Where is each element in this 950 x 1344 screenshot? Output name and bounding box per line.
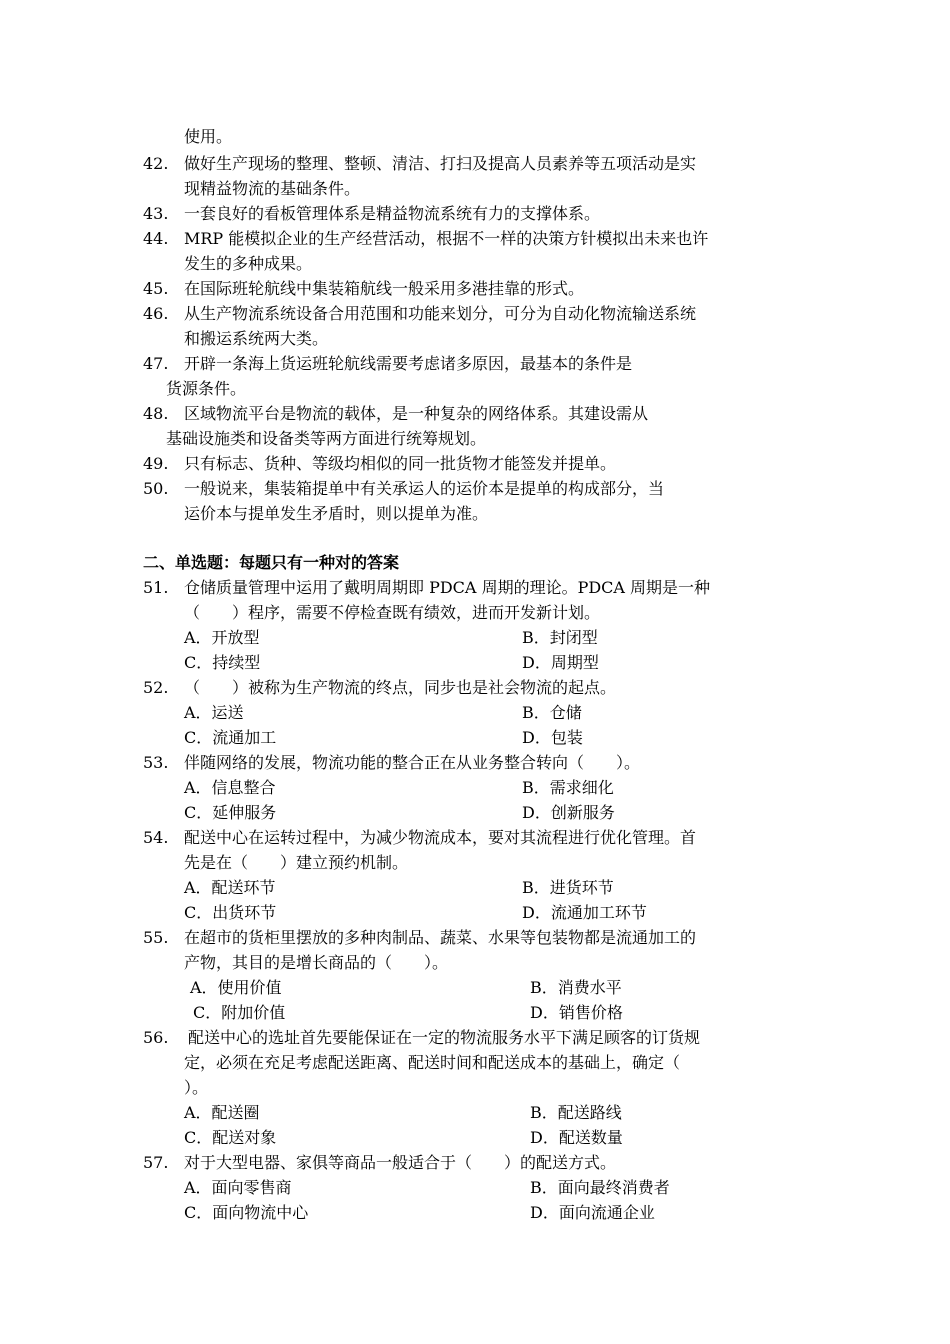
question-text: ）。 [184, 1078, 209, 1097]
option-b: B．消费水平 [530, 978, 622, 997]
question-text: 在超市的货柜里摆放的多种肉制品、蔬菜、水果等包装物都是流通加工的 [184, 928, 697, 947]
statement-number: 45. [143, 279, 169, 298]
option-b: B．封闭型 [522, 628, 598, 647]
section-title: 二、单选题：每题只有一种对的答案 [143, 553, 400, 572]
question-text: 对于大型电器、家俱等商品一般适合于（ ）的配送方式。 [184, 1153, 617, 1172]
statement-text: 在国际班轮航线中集装箱航线一般采用多港挂靠的形式。 [184, 279, 585, 298]
option-b: B．配送路线 [530, 1103, 622, 1122]
option-d: D．创新服务 [522, 803, 615, 822]
option-c: C．流通加工 [184, 728, 277, 747]
statement-text: 使用。 [184, 127, 233, 146]
option-a: A．开放型 [184, 628, 260, 647]
option-c: C．面向物流中心 [184, 1203, 309, 1222]
option-d: D．包装 [522, 728, 583, 747]
option-d: D．销售价格 [530, 1003, 623, 1022]
statement-text: 从生产物流系统设备合用范围和功能来划分，可分为自动化物流输送系统 [184, 304, 697, 323]
statement-text: 运价本与提单发生矛盾时，则以提单为准。 [184, 504, 489, 523]
question-number: 52. [143, 678, 169, 697]
statement-text: 开辟一条海上货运班轮航线需要考虑诸多原因，最基本的条件是 [184, 354, 633, 373]
option-a: A．运送 [184, 703, 244, 722]
option-b: B．进货环节 [522, 878, 614, 897]
question-text: 定，必须在充足考虑配送距离、配送时间和配送成本的基础上，确定（ [184, 1053, 681, 1072]
option-b: B．需求细化 [522, 778, 614, 797]
statement-number: 44. [143, 229, 169, 248]
option-c: C．延伸服务 [184, 803, 277, 822]
option-a: A．使用价值 [190, 978, 282, 997]
option-c: C．配送对象 [184, 1128, 277, 1147]
option-c: C．持续型 [184, 653, 261, 672]
statement-text: 货源条件。 [166, 379, 247, 398]
option-c: C．附加价值 [193, 1003, 286, 1022]
question-text: （ ）被称为生产物流的终点，同步也是社会物流的起点。 [184, 678, 617, 697]
statement-text: 一般说来，集装箱提单中有关承运人的运价本是提单的构成部分，当 [184, 479, 665, 498]
option-a: A．配送圈 [184, 1103, 260, 1122]
option-a: A．配送环节 [184, 878, 276, 897]
question-text: 配送中心在运转过程中，为减少物流成本，要对其流程进行优化管理。首 [184, 828, 697, 847]
statement-text: 和搬运系统两大类。 [184, 329, 329, 348]
option-a: A．面向零售商 [184, 1178, 292, 1197]
option-a: A．信息整合 [184, 778, 276, 797]
option-c: C．出货环节 [184, 903, 277, 922]
statement-number: 46. [143, 304, 169, 323]
statement-text: 只有标志、货种、等级均相似的同一批货物才能签发并提单。 [184, 454, 617, 473]
option-d: D．周期型 [522, 653, 599, 672]
statement-number: 50. [143, 479, 169, 498]
statement-text: MRP 能模拟企业的生产经营活动，根据不一样的决策方针模拟出未来也许 [184, 229, 709, 248]
statement-number: 49. [143, 454, 169, 473]
question-number: 55. [143, 928, 169, 947]
option-d: D．配送数量 [530, 1128, 623, 1147]
statement-text: 发生的多种成果。 [184, 254, 313, 273]
question-number: 51. [143, 578, 169, 597]
option-b: B．仓储 [522, 703, 582, 722]
statement-text: 现精益物流的基础条件。 [184, 179, 361, 198]
question-number: 53. [143, 753, 169, 772]
question-text: 先是在（ ）建立预约机制。 [184, 853, 409, 872]
question-text: （ ）程序，需要不停检查既有绩效，进而开发新计划。 [184, 603, 601, 622]
statement-number: 48. [143, 404, 169, 423]
question-number: 54. [143, 828, 169, 847]
statement-text: 做好生产现场的整理、整顿、清洁、打扫及提高人员素养等五项活动是实 [184, 154, 697, 173]
question-text: 配送中心的选址首先要能保证在一定的物流服务水平下满足顾客的订货规 [188, 1028, 701, 1047]
option-d: D．流通加工环节 [522, 903, 647, 922]
statement-text: 区域物流平台是物流的载体，是一种复杂的网络体系。其建设需从 [184, 404, 649, 423]
question-number: 57. [143, 1153, 169, 1172]
statement-number: 42. [143, 154, 169, 173]
statement-text: 一套良好的看板管理体系是精益物流系统有力的支撑体系。 [184, 204, 601, 223]
statement-number: 43. [143, 204, 169, 223]
option-d: D．面向流通企业 [530, 1203, 655, 1222]
statement-number: 47. [143, 354, 169, 373]
statement-text: 基础设施类和设备类等两方面进行统筹规划。 [166, 429, 487, 448]
option-b: B．面向最终消费者 [530, 1178, 670, 1197]
question-text: 仓储质量管理中运用了戴明周期即 PDCA 周期的理论。PDCA 周期是一种 [184, 578, 711, 597]
question-text: 伴随网络的发展，物流功能的整合正在从业务整合转向（ ）。 [184, 753, 641, 772]
question-text: 产物，其目的是增长商品的（ ）。 [184, 953, 449, 972]
question-number: 56. [143, 1028, 169, 1047]
